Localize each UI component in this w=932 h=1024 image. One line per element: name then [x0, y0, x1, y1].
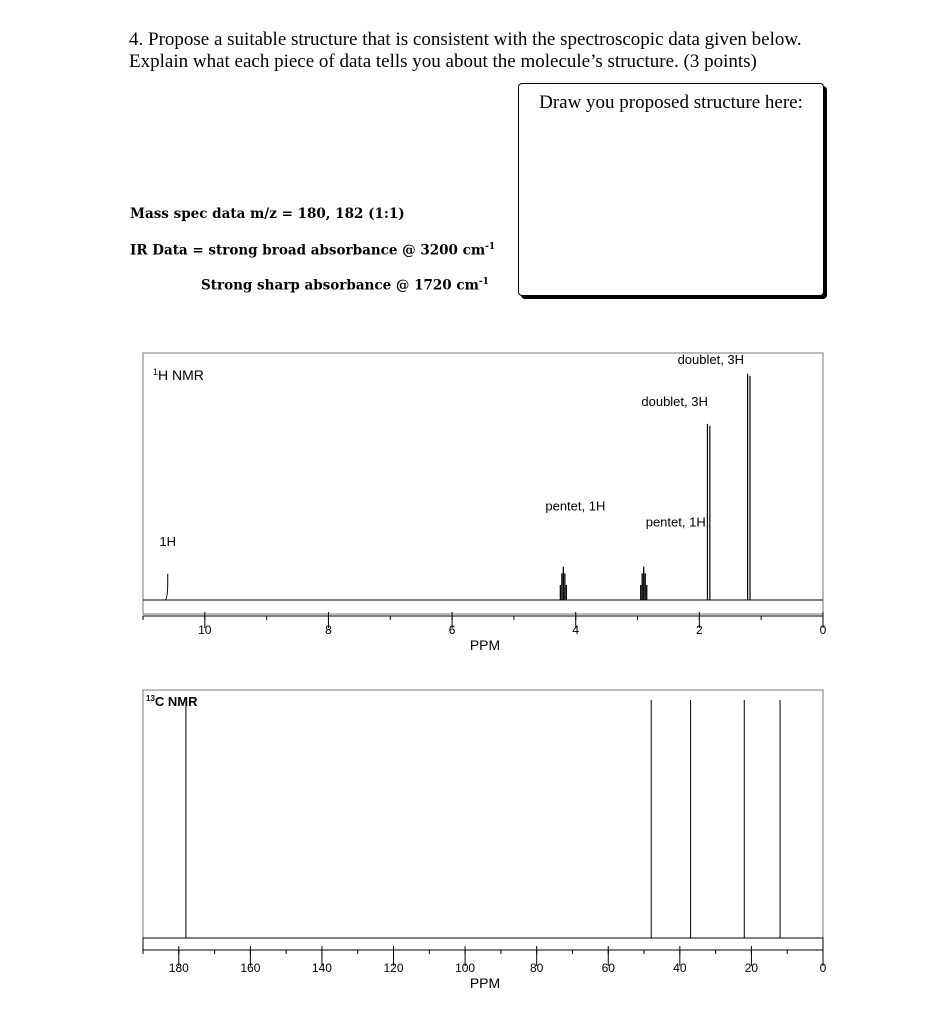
h-nmr-tick-label: 6: [448, 623, 456, 637]
ir-unit-sup-2: -1: [478, 277, 489, 287]
question-line-2: Explain what each piece of data tells you about the molecule’s structure. (3 points): [129, 51, 757, 72]
h-nmr-frame: [143, 353, 823, 614]
c-nmr-tick-label: 100: [455, 961, 476, 975]
h-nmr-peak-label: doublet, 3H: [677, 351, 745, 367]
h-nmr-tick-label: 0: [819, 623, 827, 637]
c-nmr-tick-label: 0: [819, 961, 827, 975]
c-nmr-title-sup: 13: [146, 694, 155, 703]
c-nmr-xlabel: PPM: [469, 975, 501, 991]
ir-unit-sup-1: -1: [485, 242, 496, 252]
question-line-1: 4. Propose a suitable structure that is consistent with the spectroscopic data given below.: [129, 29, 802, 50]
h-nmr-peak: [707, 424, 709, 600]
h-nmr-peak-label: 1H: [159, 533, 177, 549]
ir-data-broad-text: IR Data = strong broad absorbance @ 3200 cm: [130, 242, 486, 259]
h-nmr-peak: [748, 374, 750, 600]
c-nmr-tick-label: 20: [744, 961, 759, 975]
c-nmr-title-text: C NMR: [154, 694, 198, 709]
h-nmr-tick-label: 4: [572, 623, 580, 637]
c-nmr-tick-label: 120: [383, 961, 404, 975]
h-nmr-peak-label: pentet, 1H: [645, 514, 706, 530]
h-nmr-title-text: H NMR: [158, 367, 204, 383]
h-nmr-peak: [165, 574, 168, 600]
h-nmr-peak-label: doublet, 3H: [641, 393, 708, 409]
c-nmr-tick-label: 160: [240, 961, 261, 975]
c-nmr-tick-label: 40: [673, 961, 687, 975]
h-nmr-peak: [560, 567, 566, 600]
c-nmr-tick-label: 80: [530, 961, 544, 975]
h-nmr-peak-label: pentet, 1H: [545, 498, 606, 514]
h-nmr-title-sup: 1: [153, 367, 159, 377]
h-nmr-tick-label: 8: [325, 623, 332, 637]
c-nmr-tick-label: 140: [311, 961, 332, 975]
h-nmr-tick-label: 2: [696, 623, 703, 637]
structure-box-label: Draw you proposed structure here:: [539, 92, 803, 113]
h-nmr-peak: [641, 567, 647, 600]
ir-data-sharp-text: Strong sharp absorbance @ 1720 cm: [201, 277, 479, 294]
mass-spec-data: Mass spec data m/z = 180, 182 (1:1): [130, 206, 405, 222]
h-nmr-xlabel: PPM: [469, 637, 501, 653]
h-nmr-title: [153, 367, 204, 383]
c-nmr-tick-label: 60: [601, 961, 615, 975]
h-nmr-tick-label: 10: [198, 623, 212, 637]
c-nmr-tick-label: 180: [168, 961, 189, 975]
